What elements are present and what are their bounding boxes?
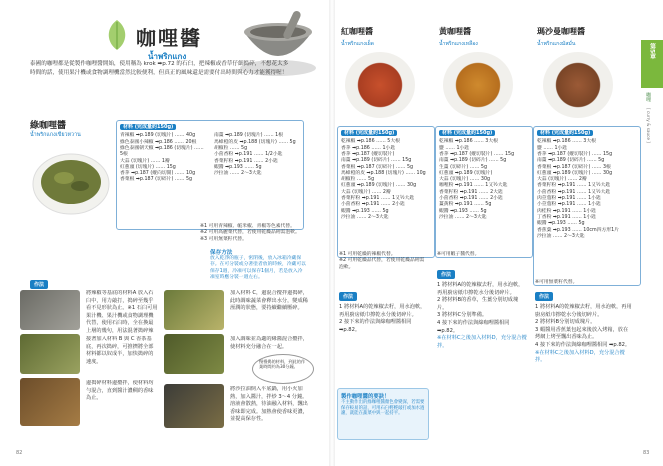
chapter-tab	[641, 40, 663, 88]
material-item: 鹽 …… 1小匙	[439, 145, 470, 151]
yellow-curry-materials-box	[435, 126, 533, 258]
step2-photo	[20, 334, 80, 374]
step-item: 1 將材料A的乾辣椒去籽，用水泡軟，再用廚房紙巾擦乾水分後切碎片。	[437, 282, 524, 296]
step4-text: 加入材料 C，邊混合攪拌邊搗碎，此時調味蔬菜會釋出水分，變成稀溼潤的狀態，要持續繼續壓碎。	[230, 290, 308, 312]
method-tag: 作法	[30, 280, 48, 289]
material-item: 香菜根 ➡p.187 (切碎片) …… 5g	[120, 177, 193, 183]
yellow-curry-paste-photo	[443, 52, 513, 118]
materials-title: 材料 (完成量約150g)	[341, 130, 397, 136]
material-item: 南薑 ➡p.189 (切碎片) …… 5g	[439, 158, 507, 164]
section-title-green-curry: 綠咖哩醬	[30, 121, 67, 131]
material-item: 紅蔥頭 (切塊片) …… 15g	[120, 164, 176, 170]
yellow-curry-method-tag: 作法	[437, 270, 455, 279]
green-curry-paste-photo	[30, 140, 112, 218]
material-item: 香茅 ➡p.186 …… 1小匙	[341, 145, 396, 151]
massaman-curry-steps	[535, 304, 633, 365]
material-item: 生薑 (切碎片) …… 5g	[439, 164, 487, 170]
material-item: 小荳蔻粉 ➡p.191 …… 1小匙	[537, 202, 601, 208]
material-item: 香菜根 ➡p.187 (切碎片) …… 5g	[341, 164, 414, 170]
material-item: 青辣椒 ➡p.189 (切塊片) …… 40g	[120, 133, 196, 139]
massaman-curry-paste-photo	[543, 52, 613, 118]
step-item: 1 將材料A的乾辣椒去籽，用水泡軟，再用廚房紙巾擦乾水分後切碎片。	[339, 304, 426, 318]
red-curry-method-tag: 作法	[339, 292, 357, 301]
material-item: 肉桂粉 ➡p.191 …… 1小匙	[537, 208, 596, 214]
step-item: 1 將材料A的乾辣椒去籽，用水泡軟，再用廚房紙巾擦乾水分後切碎片。	[535, 304, 632, 318]
material-item: 小茴香粉 ➡p.191 …… 2小匙	[439, 196, 503, 202]
step1-photo	[20, 290, 80, 330]
material-item: 香茅 ➡p.187 (縱切裝片)	[341, 152, 395, 157]
step-item: 4 接下來的作法與綠咖哩醬相同 ➡p.82。	[437, 319, 510, 334]
material-item: 紅蔥頭 ➡p.189 (切塊片)	[439, 170, 493, 176]
page-title-thai: น้ำพริกแกง	[148, 52, 187, 61]
materials-list	[341, 139, 431, 221]
left-page	[0, 0, 330, 466]
massaman-curry-method-tag: 作法	[535, 292, 553, 301]
material-item: 鹽 …… 1小匙	[537, 145, 568, 151]
materials-title: 材料 (完成量約150g)	[537, 130, 593, 136]
step-item: ※在材料C之後加入材料D，充分混合攪拌。	[535, 349, 625, 364]
step-item: 4 接下來的作法與綠咖哩醬相同 ➡p.82。	[535, 341, 631, 348]
chapter-sub: 咖哩	[645, 92, 651, 102]
material-item: 大蒜 (切塊片) …… 2瓣	[341, 189, 391, 195]
material-item: 香蕉葉 ➡p.193 …… 10cm四方形1片	[537, 227, 619, 233]
note-item: ※2 可用乾燥品代替，若使用乾燥品則需泡軟。	[339, 258, 425, 270]
material-item: 肉荳蔻粉 ➡p.191 …… 1小匙	[537, 196, 601, 202]
leaf-decoration-icon	[104, 18, 130, 52]
yellow-curry-steps	[437, 282, 527, 350]
materials-list	[120, 133, 300, 183]
massaman-curry-thai: น้ำพริกแกงมัสมั่น	[537, 41, 576, 47]
tip-box	[337, 388, 429, 440]
step-item: 2 將材料B分別切成塊片。	[535, 319, 596, 326]
tip-text: 不主動作出的綠咖哩醬顏色會變深，若需要保存較易的話，可用石臼輕輕敲打或加水過濾，就能在蔬菜中與一起持平。	[341, 400, 425, 417]
material-item: 香茅 ➡p.187 (縱切裝片) …… 15g	[537, 152, 613, 157]
section-thai-green-curry: น้ำพริกแกงเขียวหวาน	[30, 132, 81, 138]
yellow-curry-thai: น้ำพริกแกงเหลือง	[439, 41, 478, 47]
materials-title: 材料 (完成量約150g)	[439, 130, 495, 136]
storage-title: 保存方法	[210, 250, 233, 256]
material-item: 南薑 ➡p.189 (切塊片) …… 1根	[214, 133, 284, 139]
note-item: ※3 可用無菜籽代替。	[200, 236, 247, 242]
storage-text: 放入乾淨的瓶子，密閉後，放入冰箱冷藏保存。在可分裝或分著塗者放的時候，冷藏可以保存1週，冷凍可以保存1個月，若是放入冷凍室時應分裝一週左右。	[210, 256, 306, 280]
material-item: 香菜籽粉 ➡p.191 …… 2小匙	[214, 158, 278, 164]
step5-bubble-text: 慢慢搗的材料，到此的作業時間約為30分鐘。	[259, 359, 306, 370]
page-number-right: 83	[643, 450, 650, 456]
material-item: 丁香粉 ➡p.191 …… 1小匙	[537, 214, 596, 220]
green-curry-materials-box	[116, 120, 304, 230]
chapter-tab-label: 第5章	[648, 43, 656, 60]
material-item: 大蒜 (切塊片) …… 30g	[439, 177, 491, 183]
material-item: 小茴香粉 ➡p.191 …… 1/2小匙	[214, 152, 283, 158]
material-item: 沙拉油 …… 2～3大匙	[537, 233, 585, 239]
material-item: 胡椒粒 …… 5g	[214, 146, 248, 151]
step3-text: 邊搗碎材料邊攪拌，使材料均勻混合，直到醬汁濃稠的香味為止。	[86, 380, 154, 402]
material-item: 香菜籽粉 ➡p.191 …… 1又½大匙	[341, 196, 415, 202]
step4-photo	[164, 290, 224, 330]
step6-photo	[164, 384, 224, 428]
material-item: 咖哩粉 ➡p.191 …… 1又½大匙	[439, 183, 508, 189]
note-item: ※1 可用乾燥的辣椒代替。	[339, 252, 396, 257]
material-item: 南薑 ➡p.189 (切碎片) …… 15g	[341, 158, 412, 164]
intro-paragraph: 泰國的咖哩都是從製作咖哩醬開始，使用稱為 krok ➡p.72 的石臼，把辣椒或香草仔細搗碎，不想花太多時間的話，使用果汁機或食物調理機當然比較便利，但真正的風味還是需要付出時間與心力才能獲得喔！	[30, 61, 289, 76]
step-item: 3 將材料C分別準備。	[437, 312, 488, 319]
materials-title: 材料 (完成量約150g)	[120, 124, 176, 130]
step6-text: 將沙拉油倒入平底鍋，用小火加熱，加入醬汁，拌炒 3～4 分鐘。溶液會散熱，待油融入材料，飄出香味即完成。加熱會使香味更濃，並提高保存性。	[230, 386, 308, 423]
red-curry-materials-box	[337, 126, 435, 258]
material-item: 紅蔥頭 ➡p.189 (切塊片) …… 30g	[537, 170, 613, 176]
step1-text: 將辣椒等基底的材料A 放入石臼中，用力敲打，搗碎至幾乎看不見形狀為止。※1 石臼可用果汁機、果汁機或食物調理機代替，使用石臼時，全在換最上層的幾句，用法混著搗碎辣	[86, 290, 158, 334]
green-curry-notes	[200, 224, 304, 243]
material-item: 沙拉油 …… 2～3大匙	[341, 214, 389, 220]
material-item: 蝦醬 ➡p.193 …… 5g	[537, 221, 585, 227]
materials-list	[439, 139, 529, 221]
material-item: 馬蜂橙的皮 ➡p.188 (切塊片) …… 5g	[214, 139, 296, 145]
material-item: 大蒜 (切塊片) …… 2瓣	[537, 177, 587, 183]
red-curry-paste-photo	[345, 52, 415, 118]
step5-photo	[164, 334, 224, 374]
massaman-curry-materials-box	[533, 126, 641, 286]
material-item: 香茅 ➡p.187 (縱切裝片) …… 15g	[439, 152, 515, 157]
side-text: [ curry & sauce ]	[646, 108, 651, 143]
note-item: ※2 可用高麗菜代替，若使用乾燥品則需泡軟。	[200, 230, 300, 236]
red-curry-notes	[339, 252, 427, 271]
note-item: ※可用無菜籽代替。	[535, 280, 578, 285]
material-item: 綠色泰國小辣椒 ➡p.186 …… 20根	[120, 139, 197, 145]
material-item: 南薑 ➡p.189 (切碎片) …… 5g	[537, 158, 605, 164]
material-item: 乾辣椒 ➡p.186 …… 3大根	[537, 139, 596, 145]
material-item: 小茴香粉 ➡p.191 …… 2小匙	[341, 202, 405, 208]
step-item: 2 將材料B的香草，生薑分別切成塊片。	[437, 297, 519, 311]
material-item: 乾辣椒 ➡p.186 …… 5大根	[341, 139, 400, 145]
massaman-curry-title: 瑪沙曼咖哩醬	[537, 27, 585, 36]
material-item: 小茴香粉 ➡p.191 …… 1又½大匙	[537, 189, 611, 195]
step-item: ※在材料C之後加入材料D，充分混合攪拌。	[437, 335, 527, 349]
tip-title: 製作咖哩醬的要訣！	[341, 394, 390, 400]
material-item: 香菜根 ➡p.187 (切碎片) …… 3根	[537, 164, 611, 170]
step2-text: 接著加入材料 B 與 C 香茶基底，再次搗碎，可推擠將全部材料都以奴成半，加快搗碎的速度。	[86, 336, 154, 365]
step-item: 3 蝦醬用香蕉葉包起來後放入烤箱，放在烤網上烤至飄出香味為止。	[535, 326, 629, 341]
page-number-left: 82	[16, 450, 23, 456]
material-item: 薑黃粉 ➡p.191 …… 5g	[439, 202, 492, 208]
right-page	[335, 0, 663, 466]
material-item: 沙拉油 …… 2～3大匙	[439, 214, 487, 220]
material-item: 蝦醬 ➡p.193 …… 5g	[341, 208, 389, 214]
step3-photo	[20, 378, 80, 426]
material-item: 綠色泰國朝天椒 ➡p.186 (切塊片) …… 5根	[120, 146, 204, 158]
red-curry-steps	[339, 304, 427, 334]
massaman-curry-notes	[535, 280, 631, 286]
material-item: 胡椒粒 …… 5g	[341, 177, 375, 183]
page-title: 咖哩醬	[136, 26, 202, 50]
step-item: 2 接下來的作法與綠咖哩醬相同 ➡p.82。	[339, 319, 412, 333]
material-item: 香菜籽粉 ➡p.191 …… 2大匙	[439, 189, 503, 195]
material-item: 紅蔥頭 ➡p.189 (切塊片) …… 30g	[341, 183, 417, 189]
material-item: 蝦醬 ➡p.193 …… 5g	[439, 208, 487, 214]
material-item: 馬蜂橙的皮 ➡p.188 (切塊片) …… 10g	[341, 170, 426, 176]
materials-list	[537, 139, 637, 240]
material-item: 香茅 ➡p.187 (縱向切開) …… 10g	[120, 171, 196, 177]
material-item: 大蒜 (切塊片) …… 1瓣	[120, 158, 170, 164]
material-item: 香菜籽粉 ➡p.191 …… 1又½大匙	[537, 183, 611, 189]
material-item: 乾辣椒 ➡p.186 …… 3大根	[439, 139, 498, 145]
red-curry-title: 紅咖哩醬	[341, 27, 373, 36]
material-item: 蝦醬 ➡p.193 …… 5g	[214, 164, 262, 170]
note-item: ※1 可用青辣椒、帳米椒、青椒等色素代替。	[200, 224, 295, 229]
material-item: 沙拉油 …… 2～3大匙	[214, 171, 262, 177]
note-item: ※可用蝦子醬代替。	[437, 252, 480, 257]
step5-text: 加入調味並為適的緣醬混合攪拌，使材料充分融合在一起。	[230, 336, 308, 350]
red-curry-thai: น้ำพริกแกงเผ็ด	[341, 41, 375, 47]
yellow-curry-title: 黃咖哩醬	[439, 27, 471, 36]
step5-bubble	[252, 354, 314, 384]
yellow-curry-notes	[437, 252, 525, 258]
